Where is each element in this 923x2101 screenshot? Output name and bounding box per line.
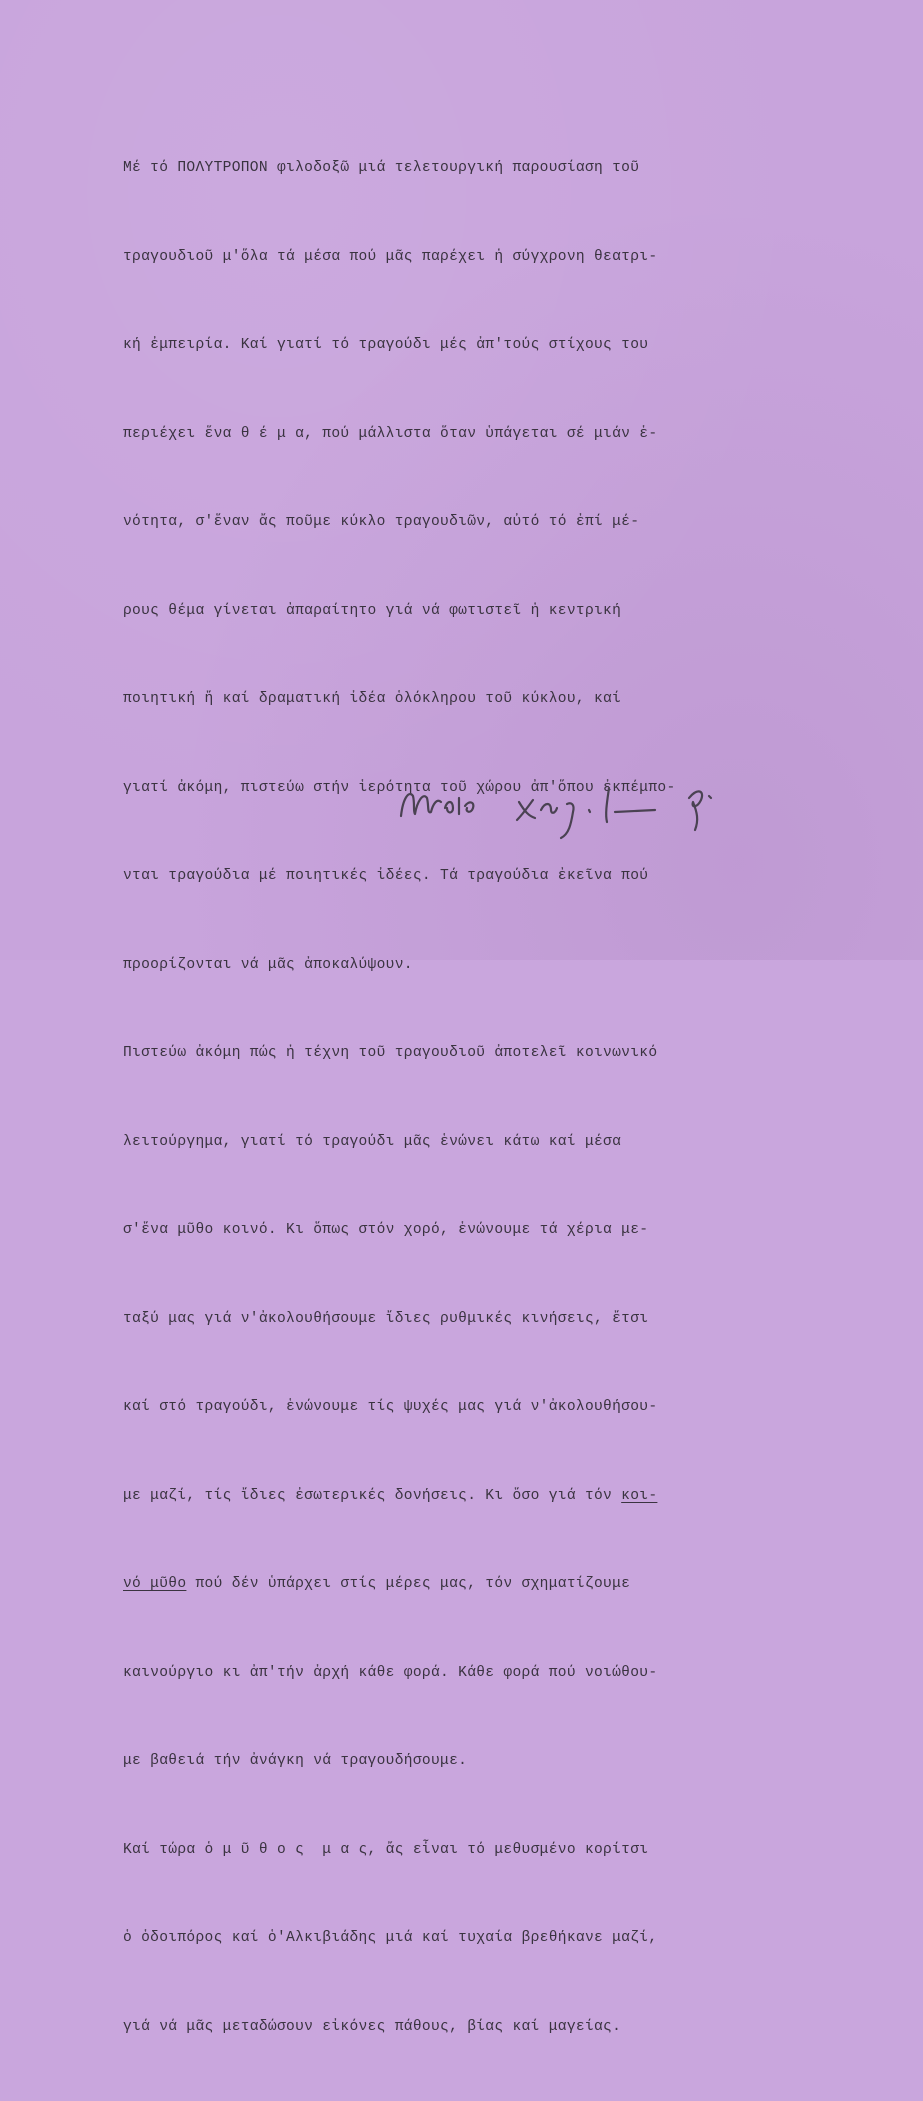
text-line: σ'ἕνα μῦθο κοινό. Κι ὅπως στόν χορό, ἑνώνουμε τά χέρια με- [123, 1222, 649, 1238]
text-line: περιέχει ἕνα θ έ μ α, πού μάλλιστα ὅταν ὑπάγεται σέ μιάν ἑ- [123, 425, 658, 442]
text-line: Πιστεύω ἀκόμη πώς ἡ τέχνη τοῦ τραγουδιοῦ ἀποτελεῖ κοινωνικό [123, 1045, 658, 1061]
text-line: λειτούργημα, γιατί τό τραγούδι μᾶς ἑνώνει κάτω καί μέσα [123, 1133, 622, 1150]
underlined-phrase: κοι- [621, 1487, 658, 1504]
text-line: με βαθειά τήν ἀνάγκη νά τραγουδήσουμε. [123, 1753, 468, 1769]
text-line: ρους θέμα γίνεται ἀπαραίτητο γιά νά φωτιστεῖ ἡ κεντρική [123, 602, 622, 619]
text-line: καί στό τραγούδι, ἑνώνουμε τίς ψυχές μας γιά ν'ἀκολουθήσου- [123, 1399, 658, 1415]
text-line: καινούργιο κι ἀπ'τήν ἀρχή κάθε φορά. Κάθε φορά πού νοιώθου- [123, 1664, 658, 1681]
text-line: κή ἐμπειρία. Καί γιατί τό τραγούδι μές ἀπ'τούς στίχους του [123, 337, 649, 353]
text-line: νται τραγούδια μέ ποιητικές ἰδέες. Τά τραγούδια ἐκεῖνα πού [123, 868, 649, 884]
signature-drawing [393, 768, 753, 848]
handwritten-signature [393, 768, 753, 848]
text-line [123, 1482, 843, 1512]
text-line: γιατί ἀκόμη, πιστεύω στήν ἱερότητα τοῦ χώρου ἀπ'ὅπου ἐκπέμπο- [123, 779, 676, 796]
text-line: Μέ τό ΠΟΛΥΤΡΟΠΟΝ φιλοδοξῶ μιά τελετουργική παρουσίαση τοῦ [123, 160, 640, 176]
text-segment: πού δέν ὑπάρχει στίς μέρες μας, τόν σχηματίζουμε [186, 1576, 631, 1592]
typewritten-text [123, 95, 843, 2101]
text-line: γιά νά μᾶς μεταδώσουν εἰκόνες πάθους, βίας καί μαγείας. [123, 2018, 622, 2035]
text-line: τραγουδιοῦ μ'ὅλα τά μέσα πού μᾶς παρέχει ἡ σύγχρονη θεατρι- [123, 248, 658, 265]
text-line: ποιητική ἤ καί δραματική ἰδέα ὁλόκληρου τοῦ κύκλου, καί [123, 691, 622, 707]
underlined-phrase: νό μῦθο [123, 1576, 187, 1592]
text-segment: με μαζί, τίς ἴδιες ἐσωτερικές δονήσεις. Κι ὅσο γιά τόν [123, 1487, 622, 1504]
text-line: προορίζονται νά μᾶς ἀποκαλύψουν. [123, 956, 413, 973]
text-line: Καί τώρα ὁ μ ῦ θ ο ς μ α ς, ἄς εἶναι τό μεθυσμένο κορίτσι [123, 1841, 649, 1858]
text-line: νότητα, σ'ἕναν ἄς ποῦμε κύκλο τραγουδιῶν, αὐτό τό ἐπί μέ- [123, 514, 640, 530]
text-line: ταξύ μας γιά ν'ἀκολουθήσουμε ἴδιες ρυθμικές κινήσεις, ἔτσι [123, 1310, 649, 1327]
text-line: ὁ ὁδοιπόρος καί ὁ'Αλκιβιάδης μιά καί τυχαία βρεθήκανε μαζί, [123, 1930, 658, 1946]
text-line [123, 1570, 843, 1600]
